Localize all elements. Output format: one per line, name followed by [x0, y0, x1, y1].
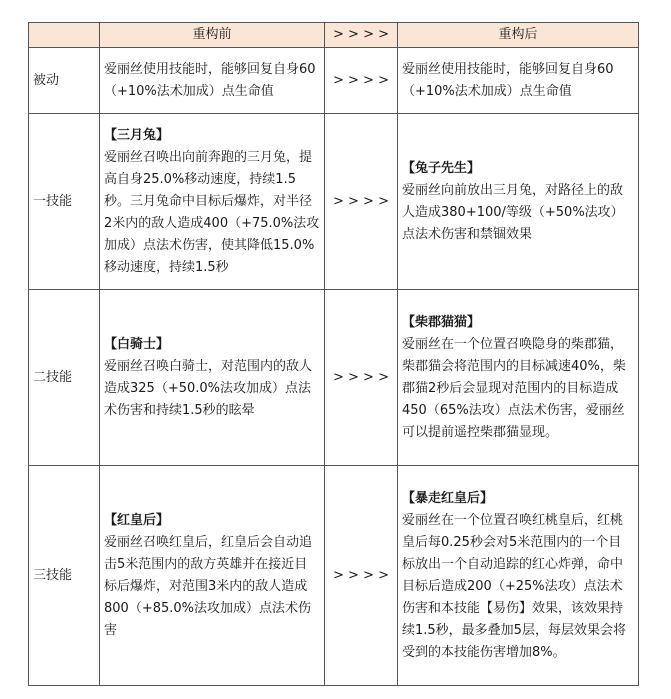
row-skill3 — [29, 466, 639, 686]
before-text: 爱丽丝使用技能时，能够回复自身60（+10%法术加成）点生命值 — [104, 61, 316, 99]
row-passive — [29, 48, 639, 114]
header-arrow: > > > > — [325, 23, 398, 48]
after-text: 爱丽丝使用技能时，能够回复自身60（+10%法术加成）点生命值 — [402, 61, 614, 99]
skill-comparison-table — [28, 22, 639, 686]
before-cell — [100, 466, 325, 686]
header-empty — [29, 23, 100, 48]
row-label: 被动 — [29, 48, 100, 114]
before-text: 爱丽丝召唤出向前奔跑的三月兔，提高自身25.0%移动速度，持续1.5秒。三月兔命中目标后爆炸，对半径2米内的敌人造成400（+75.0%法攻加成）点法术伤害，使其降低15.0%移动速度，持续1.5秒 — [104, 149, 320, 275]
arrow-cell: > > > > — [325, 48, 398, 114]
header-row — [29, 23, 639, 48]
before-title: 【白骑士】 — [104, 336, 170, 352]
arrow-cell: > > > > — [325, 114, 398, 290]
before-cell — [100, 290, 325, 466]
arrow-cell: > > > > — [325, 290, 398, 466]
row-label: 三技能 — [29, 466, 100, 686]
after-text: 爱丽丝在一个位置召唤红桃皇后，红桃皇后每0.25秒会对5米范围内的一个目标放出一个自动追踪的红心炸弹，命中目标后造成200（+25%法攻）点法术伤害和本技能【易伤】效果，该效果持续1.5秒，最多叠加5层，每层效果会将受到的本技能伤害增加8%。 — [402, 512, 626, 660]
header-after: 重构后 — [398, 23, 639, 48]
row-label: 一技能 — [29, 114, 100, 290]
after-cell — [398, 114, 639, 290]
row-skill2 — [29, 290, 639, 466]
before-cell — [100, 48, 325, 114]
after-title: 【暴走红皇后】 — [402, 490, 494, 506]
before-text: 爱丽丝召唤红皇后，红皇后会自动追击5米范围内的敌方英雄并在接近目标后爆炸，对范围3米内的敌人造成800（+85.0%法攻加成）点法术伤害 — [104, 534, 313, 638]
before-cell — [100, 114, 325, 290]
after-cell — [398, 466, 639, 686]
after-text: 爱丽丝在一个位置召唤隐身的柴郡猫，柴郡猫会将范围内的目标减速40%，柴郡猫2秒后会显现对范围内的目标造成450（65%法攻）点法术伤害，爱丽丝可以提前遥控柴郡猫显现。 — [402, 336, 626, 440]
before-text: 爱丽丝召唤白骑士，对范围内的敌人造成325（+50.0%法攻加成）点法术伤害和持续1.5秒的眩晕 — [104, 358, 313, 418]
after-cell — [398, 48, 639, 114]
arrow-cell: > > > > — [325, 466, 398, 686]
row-skill1 — [29, 114, 639, 290]
row-label: 二技能 — [29, 290, 100, 466]
before-title: 【三月兔】 — [104, 127, 170, 143]
after-cell — [398, 290, 639, 466]
after-title: 【柴郡猫猫】 — [402, 314, 481, 330]
before-title: 【红皇后】 — [104, 512, 170, 528]
after-title: 【兔子先生】 — [402, 160, 481, 176]
after-text: 爱丽丝向前放出三月兔，对路径上的敌人造成380+100/等级（+50%法攻）点法术伤害和禁锢效果 — [402, 182, 624, 242]
header-before: 重构前 — [100, 23, 325, 48]
